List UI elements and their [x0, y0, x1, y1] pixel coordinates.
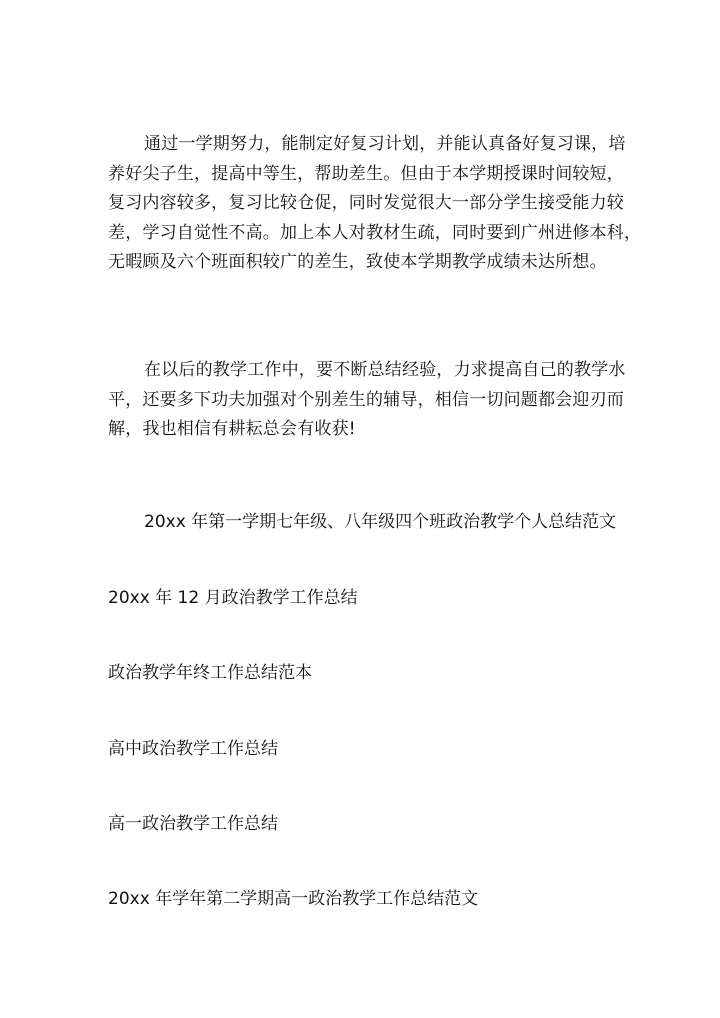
summary-paragraph: [108, 130, 642, 278]
paragraph-line: 养好尖子生，提高中等生，帮助差生。但由于本学期授课时间较短，: [108, 163, 624, 184]
paragraph-line: 复习内容较多，复习比较仓促，同时发觉很大一部分学生接受能力较: [108, 193, 624, 213]
related-title: 20xx 年学年第二学期高一政治教学工作总结范文: [108, 889, 479, 909]
related-title: 20xx 年第一学期七年级、八年级四个班政治教学个人总结范文: [144, 512, 617, 532]
related-title: 政治教学年终工作总结范本: [108, 663, 312, 683]
paragraph-line: 通过一学期努力，能制定好复习计划，并能认真备好复习课，培: [144, 134, 626, 154]
paragraph-line: 解，我也相信有耕耘总会有收获!: [108, 419, 356, 439]
paragraph-line: 无暇顾及六个班面积较广的差生，致使本学期教学成绩未达所想。: [108, 252, 607, 272]
paragraph-line: 平，还要多下功夫加强对个别差生的辅导，相信一切问题都会迎刃而: [108, 389, 624, 410]
paragraph-line: 差，学习自觉性不高。加上本人对教材生疏，同时要到广州进修本科，: [108, 222, 642, 243]
related-title: 高一政治教学工作总结: [108, 814, 278, 834]
paragraph-line: 在以后的教学工作中，要不断总结经验，力求提高自己的教学水: [144, 360, 626, 380]
related-title: 20xx 年 12 月政治教学工作总结: [108, 588, 358, 608]
related-title: 高中政治教学工作总结: [108, 739, 278, 759]
outlook-paragraph: [108, 356, 626, 445]
